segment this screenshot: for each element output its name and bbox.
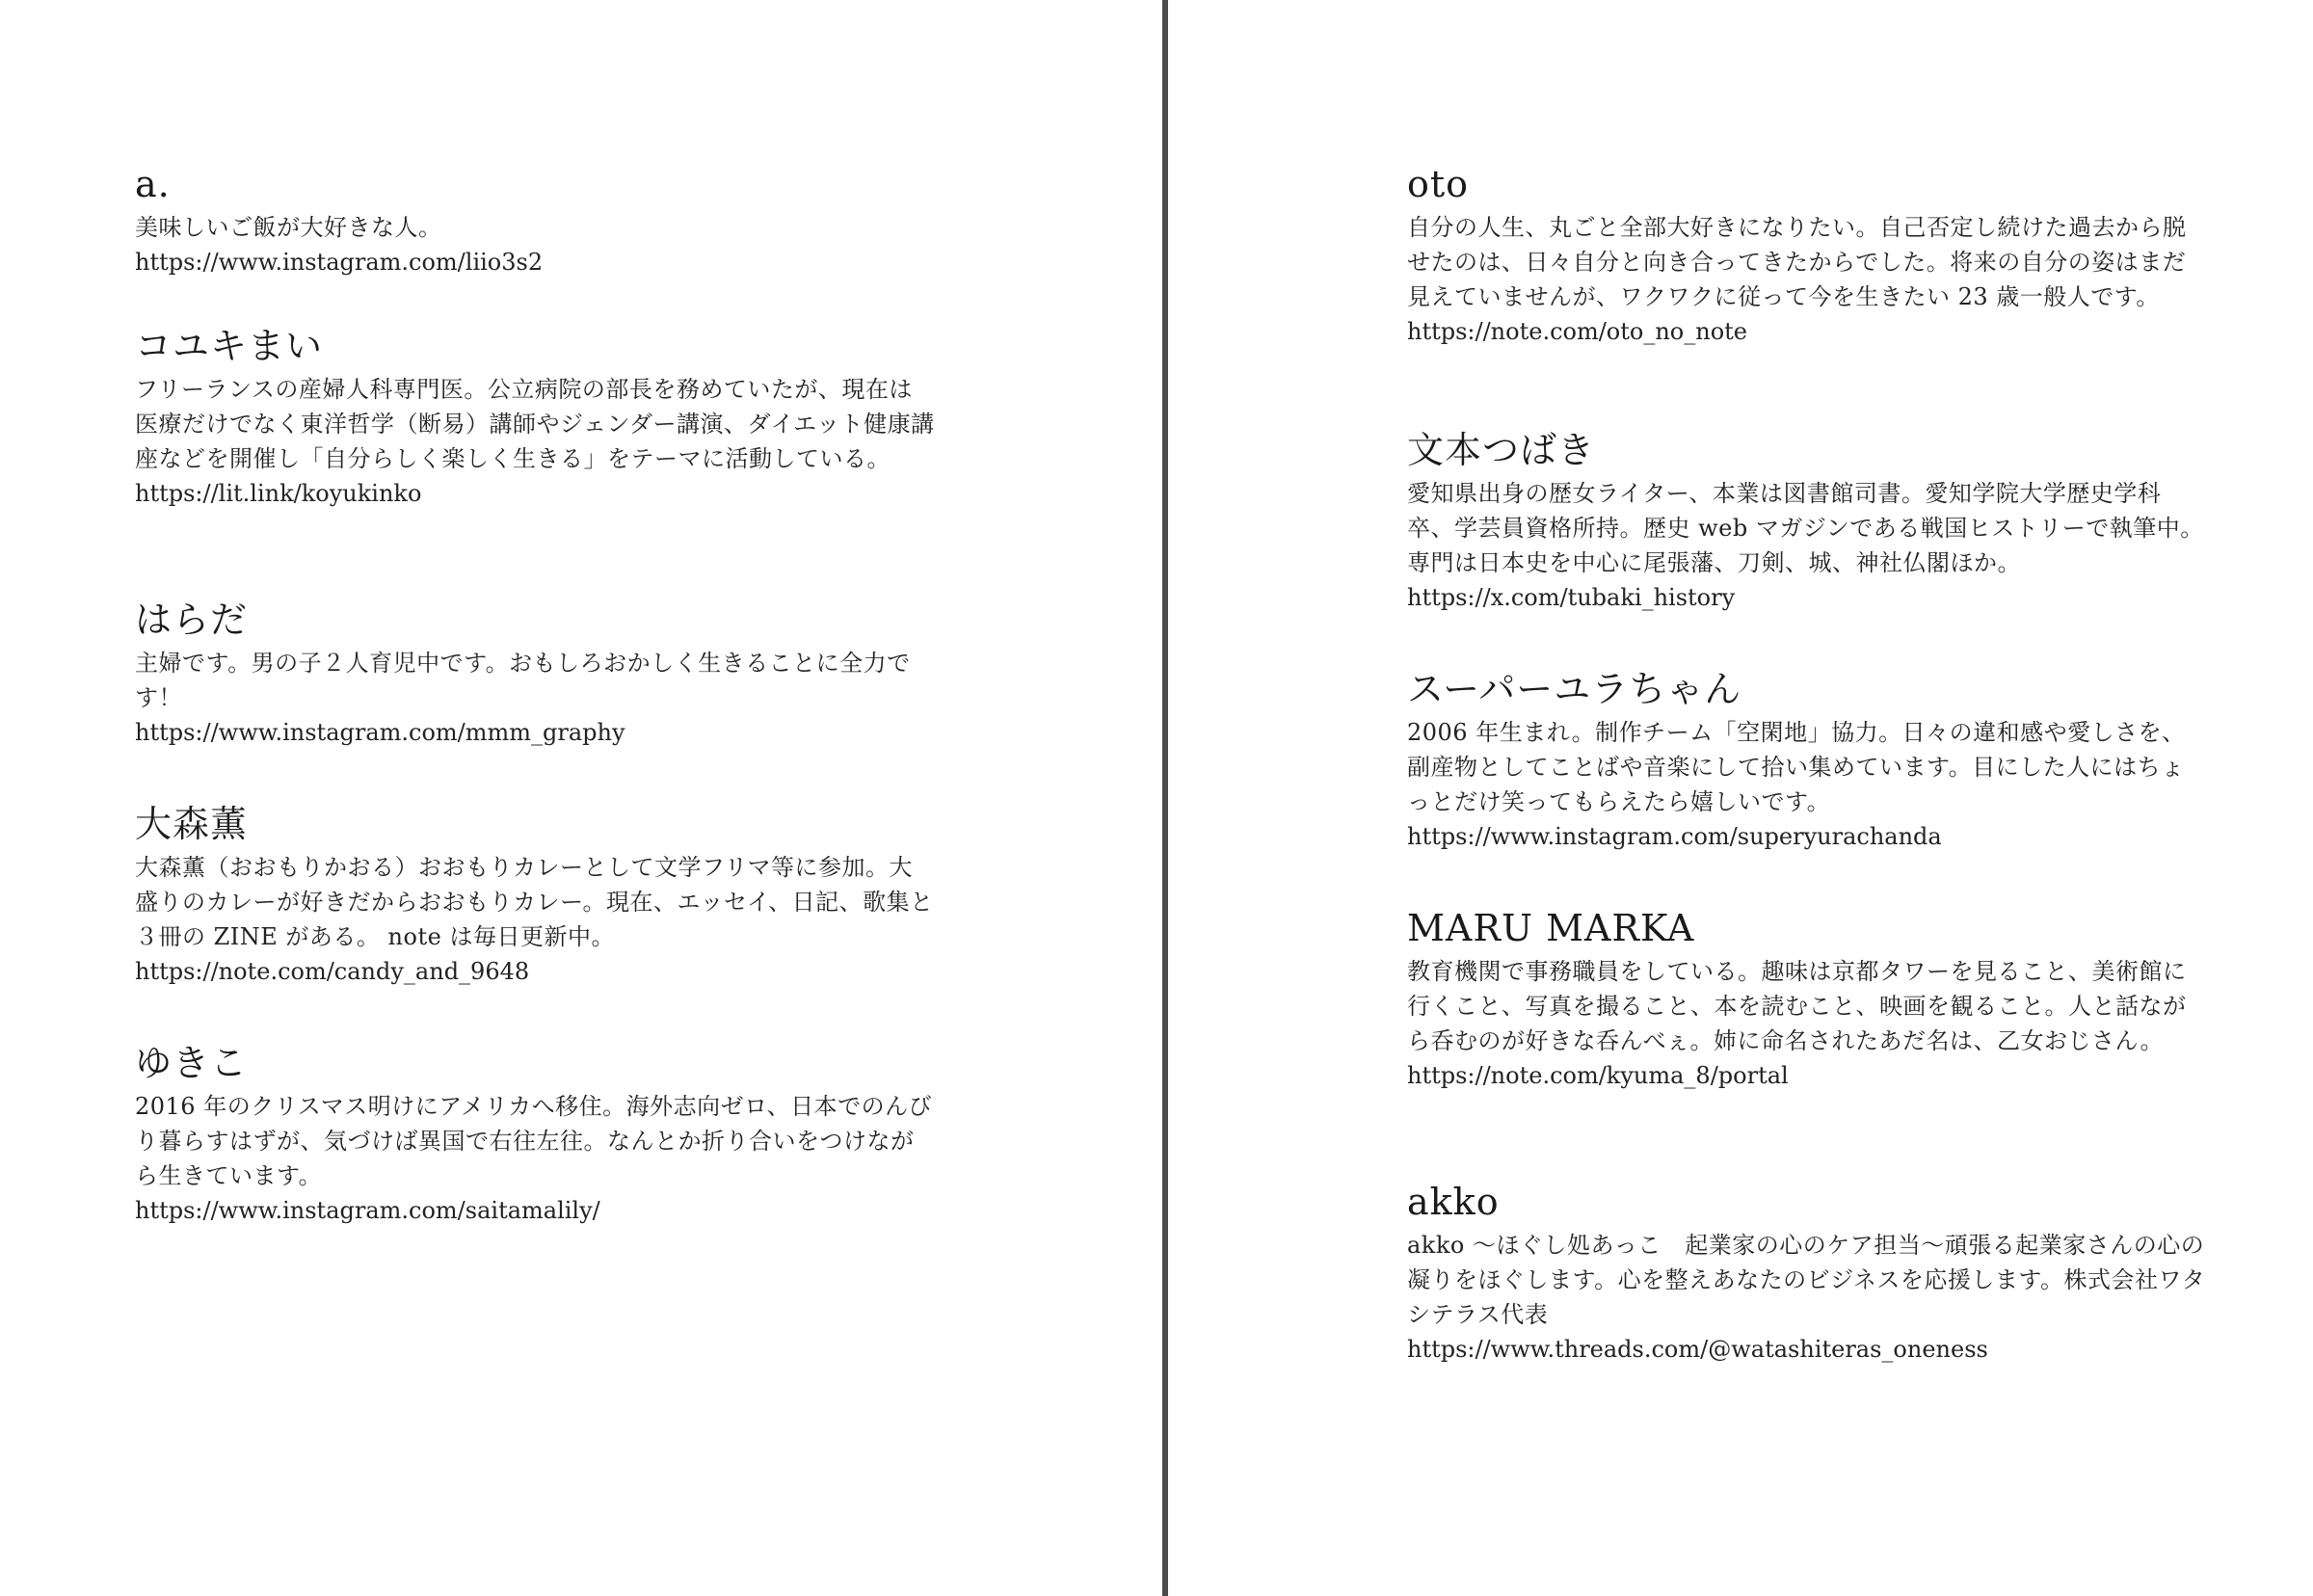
profile-link[interactable]: https://note.com/candy_and_9648	[135, 958, 530, 985]
profile-name: はらだ	[135, 598, 249, 641]
profile-bio: フリーランスの産婦人科専門医。公立病院の部長を務めていたが、現在は医療だけでなく東洋哲学（断易）講師やジェンダー講演、ダイエット健康講座などを開催し「自分らしく楽しく生きる」をテーマに活動している。	[135, 376, 935, 472]
profile-link[interactable]: https://www.instagram.com/liio3s2	[135, 249, 544, 276]
profile-bio: 2006 年生まれ。制作チーム「空閑地」協力。日々の違和感や愛しさを、副産物としてことばや音楽にして拾い集めています。目にした人にはちょっとだけ笑ってもらえたら嬉しいです。	[1407, 719, 2186, 815]
profile-name: MARU MARKA	[1407, 907, 1695, 949]
right-page	[1168, 0, 2313, 1596]
profile-name: コユキまい	[135, 325, 324, 367]
profile-entry	[135, 802, 935, 989]
profile-bio: 2016 年のクリスマス明けにアメリカへ移住。海外志向ゼロ、日本でのんびり暮らすはずが、気づけば異国で右往左往。なんとか折り合いをつけながら生きています。	[135, 1093, 933, 1189]
profile-name: akko	[1407, 1181, 1500, 1223]
profile-name: a.	[135, 163, 171, 205]
profile-bio: 自分の人生、丸ごと全部大好きになりたい。自己否定し続けた過去から脱せたのは、日々自分と向き合ってきたからでした。将来の自分の姿はまだ見えていませんが、ワクワクに従って今を生きたい 23 歳一般人です。	[1407, 214, 2187, 310]
profile-name: 文本つばき	[1407, 429, 1596, 471]
profile-link[interactable]: https://www.instagram.com/mmm_graphy	[135, 719, 625, 746]
profile-link[interactable]: https://www.instagram.com/superyurachanda	[1407, 823, 1942, 850]
profile-entry	[1407, 428, 2207, 615]
profile-link[interactable]: https://www.instagram.com/saitamalily/	[135, 1197, 600, 1224]
profile-entry	[1407, 906, 2207, 1093]
profile-name: スーパーユラちゃん	[1407, 668, 1742, 710]
profile-bio: 美味しいご飯が大好きな人。	[135, 214, 442, 241]
profile-link[interactable]: https://lit.link/koyukinko	[135, 480, 422, 507]
profile-entry	[1407, 1180, 2207, 1367]
profile-entry	[1407, 667, 2207, 854]
profile-entry	[135, 1041, 935, 1228]
profile-entry	[135, 598, 935, 750]
profile-bio: 主婦です。男の子２人育児中です。おもしろおかしく生きることに全力です！	[135, 650, 911, 711]
profile-link[interactable]: https://www.threads.com/@watashiteras_oneness	[1407, 1336, 1988, 1363]
profile-link[interactable]: https://note.com/oto_no_note	[1407, 318, 1748, 345]
profile-entry	[135, 162, 935, 279]
profile-bio: 教育機関で事務職員をしている。趣味は京都タワーを見ること、美術館に行くこと、写真を撮ること、本を読むこと、映画を観ること。人と話ながら呑むのが好きな呑んべぇ。姉に命名されたあだ名は、乙女おじさん。	[1407, 958, 2187, 1054]
profile-name: ゆきこ	[135, 1042, 249, 1084]
profile-entry	[135, 324, 935, 511]
profile-bio: akko 〜ほぐし処あっこ 起業家の心のケア担当〜頑張る起業家さんの心の凝りをほぐします。心を整えあなたのビジネスを応援します。株式会社ワタシテラス代表	[1407, 1232, 2206, 1328]
profile-name: 大森薫	[135, 803, 249, 845]
profile-entry	[1407, 162, 2207, 349]
profile-bio: 大森薫（おおもりかおる）おおもりカレーとして文学フリマ等に参加。大盛りのカレーが好きだからおおもりカレー。現在、エッセイ、日記、歌集と３冊の ZINE がある。 note は毎日更新中。	[135, 854, 934, 950]
profile-link[interactable]: https://x.com/tubaki_history	[1407, 584, 1736, 611]
profile-link[interactable]: https://note.com/kyuma_8/portal	[1407, 1062, 1789, 1089]
profile-name: oto	[1407, 163, 1470, 205]
profile-bio: 愛知県出身の歴女ライター、本業は図書館司書。愛知学院大学歴史学科卒、学芸員資格所持。歴史 web マガジンである戦国ヒストリーで執筆中。専門は日本史を中心に尾張藩、刀剣、城、神社仏閣ほか。	[1407, 480, 2204, 576]
